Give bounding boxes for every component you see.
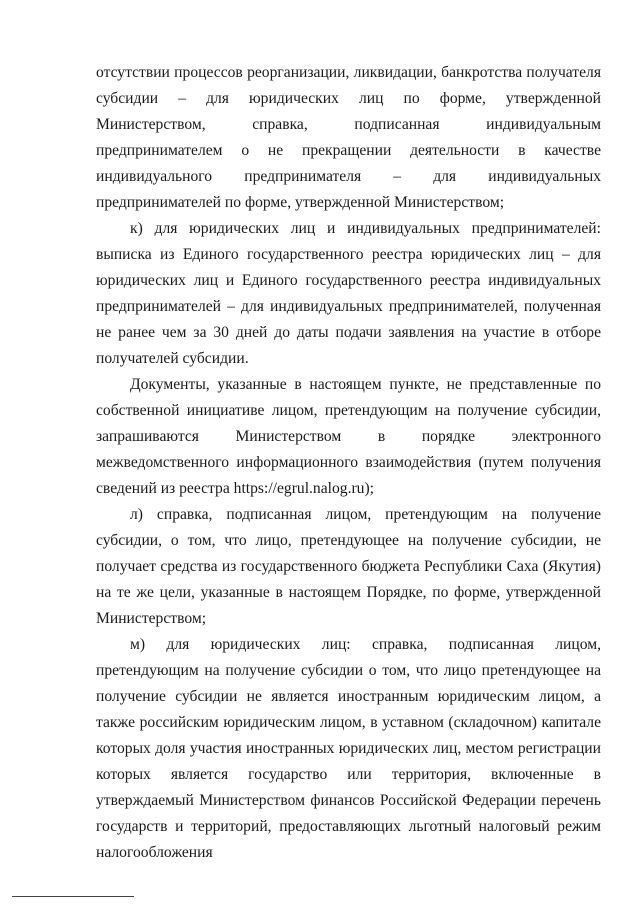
paragraph-item-m: м) для юридических лиц: справка, подписанная лицом, претендующим на получение субсидии о том, что лицо претендующее на получение субсидии не является иностранным юридическим лицом, а также российским юридическим лицом, в уставном (складочном) капитале которых доля участия иностранных юридических лиц, местом регистрации которых является государство или территория, включенные в утверждаемый Министерством финансов Российской Федерации перечень государств и территорий, предоставляющих льготный налоговый режим налогообложения: [96, 636, 601, 861]
paragraph-documents-request: Документы, указанные в настоящем пункте, не представленные по собственной инициативе лицом, претендующим на получение субсидии, запрашиваются Министерством в порядке электронного межведомственного информационного взаимодействия (путем получения сведений из реестра https://egrul.nalog.ru);: [96, 376, 601, 497]
paragraph-continuation: отсутствии процессов реорганизации, ликвидации, банкротства получателя субсидии – для юридических лиц по форме, утвержденной Министерством, справка, подписанная индивидуальным предпринимателем о не прекращении деятельности в качестве индивидуального предпринимателя – для индивидуальных предпринимателей по форме, утвержденной Министерством;: [96, 64, 601, 211]
footnote-separator-line: [12, 896, 134, 897]
document-body: [96, 60, 601, 866]
paragraph-item-k: к) для юридических лиц и индивидуальных предпринимателей: выписка из Единого государственного реестра юридических лиц – для юридических лиц и Единого государственного реестра индивидуальных предпринимателей – для индивидуальных предпринимателей, полученная не ранее чем за 30 дней до даты подачи заявления на участие в отборе получателей субсидии.: [96, 220, 601, 367]
paragraph-item-l: л) справка, подписанная лицом, претендующим на получение субсидии, о том, что лицо, претендующее на получение субсидии, не получает средства из государственного бюджета Республики Саха (Якутия) на те же цели, указанные в настоящем Порядке, по форме, утвержденной Министерством;: [96, 506, 601, 627]
